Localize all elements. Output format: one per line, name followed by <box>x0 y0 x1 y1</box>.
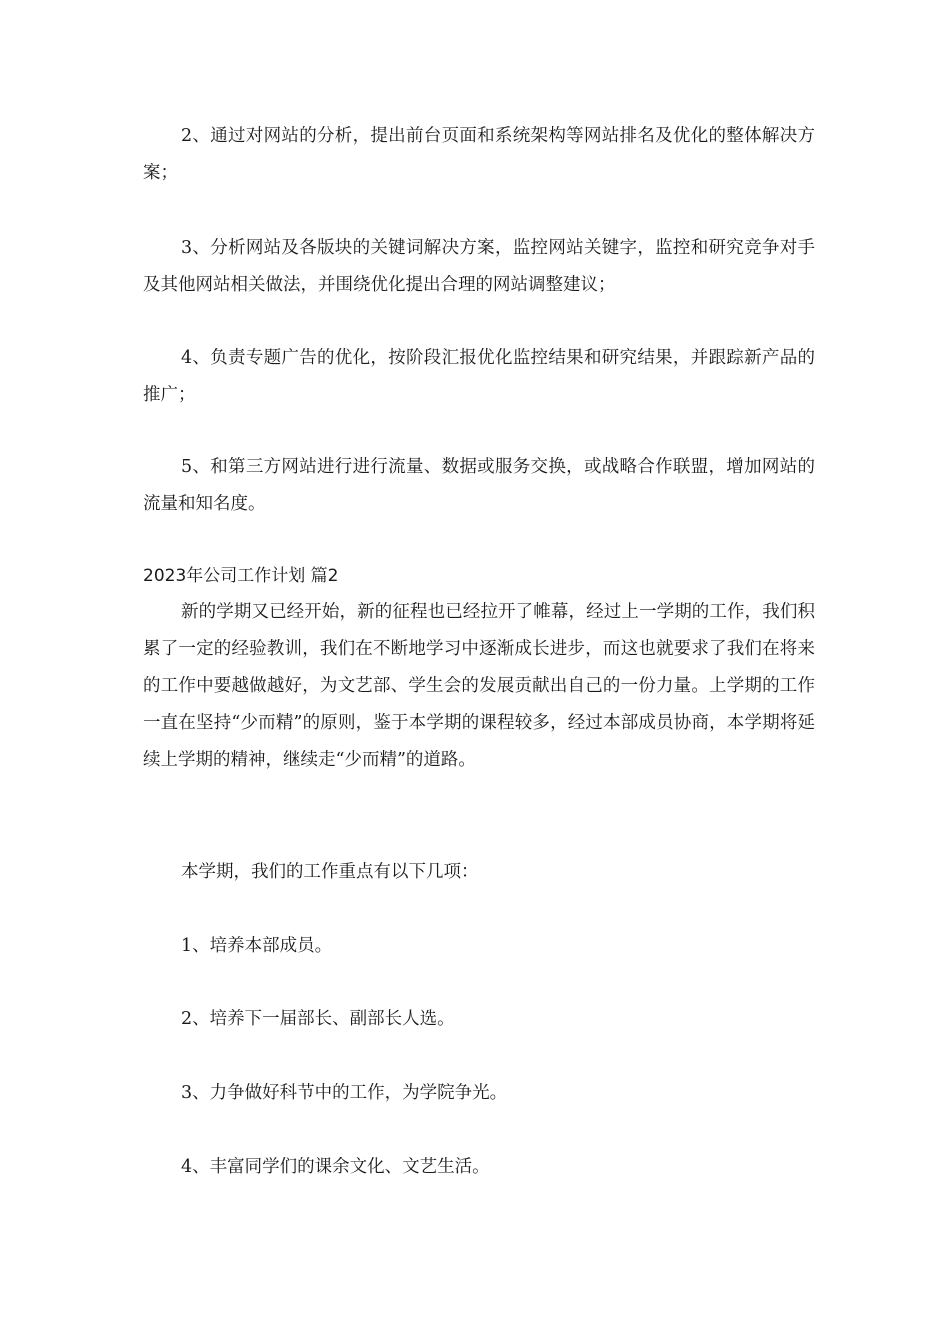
list-item: 3、分析网站及各版块的关键词解决方案，监控网站关键字，监控和研究竞争对手及其他网站相关做法，并围绕优化提出合理的网站调整建议； <box>143 238 815 295</box>
list-item: 2、培养下一届部长、副部长人选。 <box>181 1009 455 1029</box>
list-item: 5、和第三方网站进行进行流量、数据或服务交换，或战略合作联盟，增加网站的流量和知名度。 <box>143 457 815 514</box>
list-item: 4、丰富同学们的课余文化、文艺生活。 <box>181 1157 490 1177</box>
list-item: 3、力争做好科节中的工作，为学院争光。 <box>181 1083 508 1103</box>
section-heading: 2023年公司工作计划 篇2 <box>143 566 339 586</box>
intro-paragraph: 新的学期又已经开始，新的征程也已经拉开了帷幕，经过上一学期的工作，我们积累了一定的经验教训，我们在不断地学习中逐渐成长进步，而这也就要求了我们在将来的工作中要越做越好，为文艺部、学生会的发展贡献出自己的一份力量。上学期的工作一直在坚持“少而精”的原则，鉴于本学期的课程较多，经过本部成员协商，本学期将延续上学期的精神，继续走“少而精”的道路。 <box>143 602 815 770</box>
list-item: 1、培养本部成员。 <box>181 936 333 956</box>
list-item: 4、负责专题广告的优化，按阶段汇报优化监控结果和研究结果，并跟踪新产品的推广； <box>143 348 815 405</box>
focus-paragraph: 本学期，我们的工作重点有以下几项： <box>181 862 479 882</box>
list-item: 2、通过对网站的分析，提出前台页面和系统架构等网站排名及优化的整体解决方案； <box>143 126 815 183</box>
